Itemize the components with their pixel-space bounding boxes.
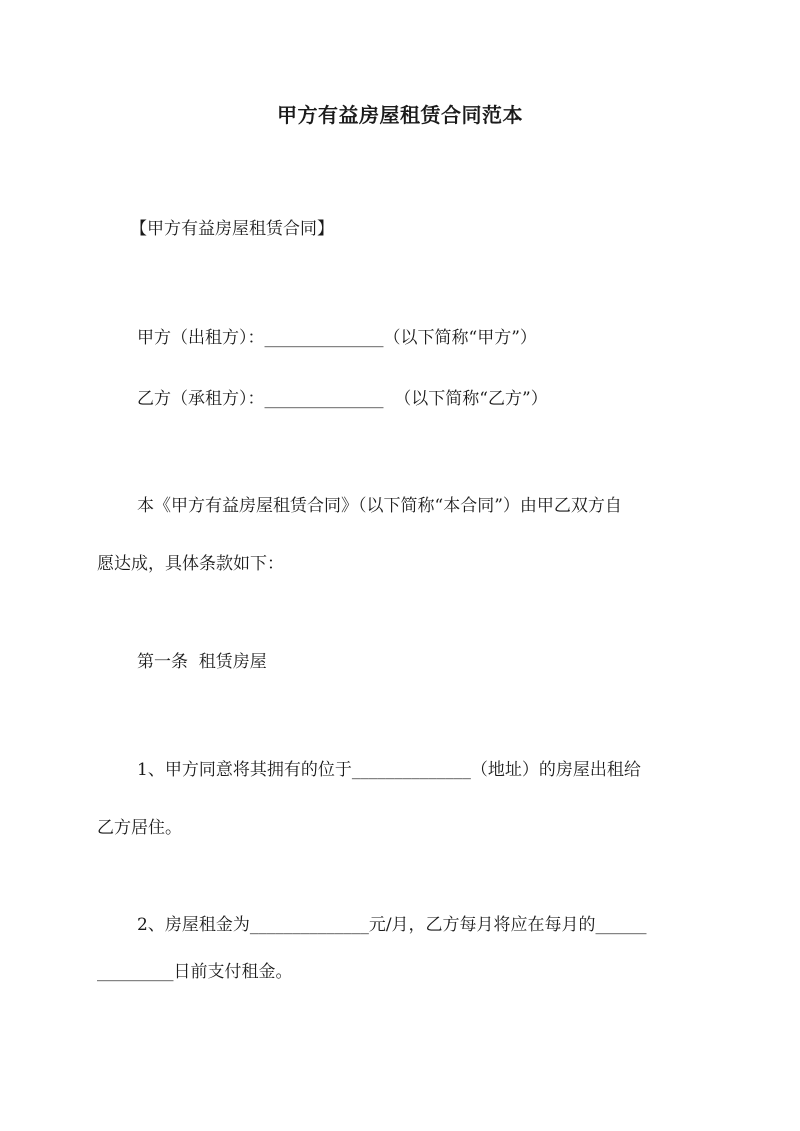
- article-1-title: 第一条 租赁房屋: [137, 652, 267, 672]
- contract-heading: 【甲方有益房屋租赁合同】: [130, 219, 334, 239]
- intro-paragraph-line-2: 愿达成，具体条款如下：: [97, 554, 284, 574]
- party-b-line: 乙方（承租方）：______________ （以下简称“乙方”）: [137, 389, 548, 409]
- clause-1-line-1: 1、甲方同意将其拥有的位于______________（地址）的房屋出租给: [137, 760, 641, 780]
- intro-paragraph-line-1: 本《甲方有益房屋租赁合同》（以下简称“本合同”）由甲乙双方自: [137, 496, 622, 516]
- document-title: 甲方有益房屋租赁合同范本: [277, 103, 523, 127]
- clause-2-line-2: _________日前支付租金。: [97, 962, 293, 982]
- clause-2-line-1: 2、房屋租金为______________元/月，乙方每月将应在每月的______: [137, 915, 647, 935]
- party-a-line: 甲方（出租方）：______________（以下简称“甲方”）: [137, 328, 537, 348]
- clause-1-line-2: 乙方居住。: [97, 818, 182, 838]
